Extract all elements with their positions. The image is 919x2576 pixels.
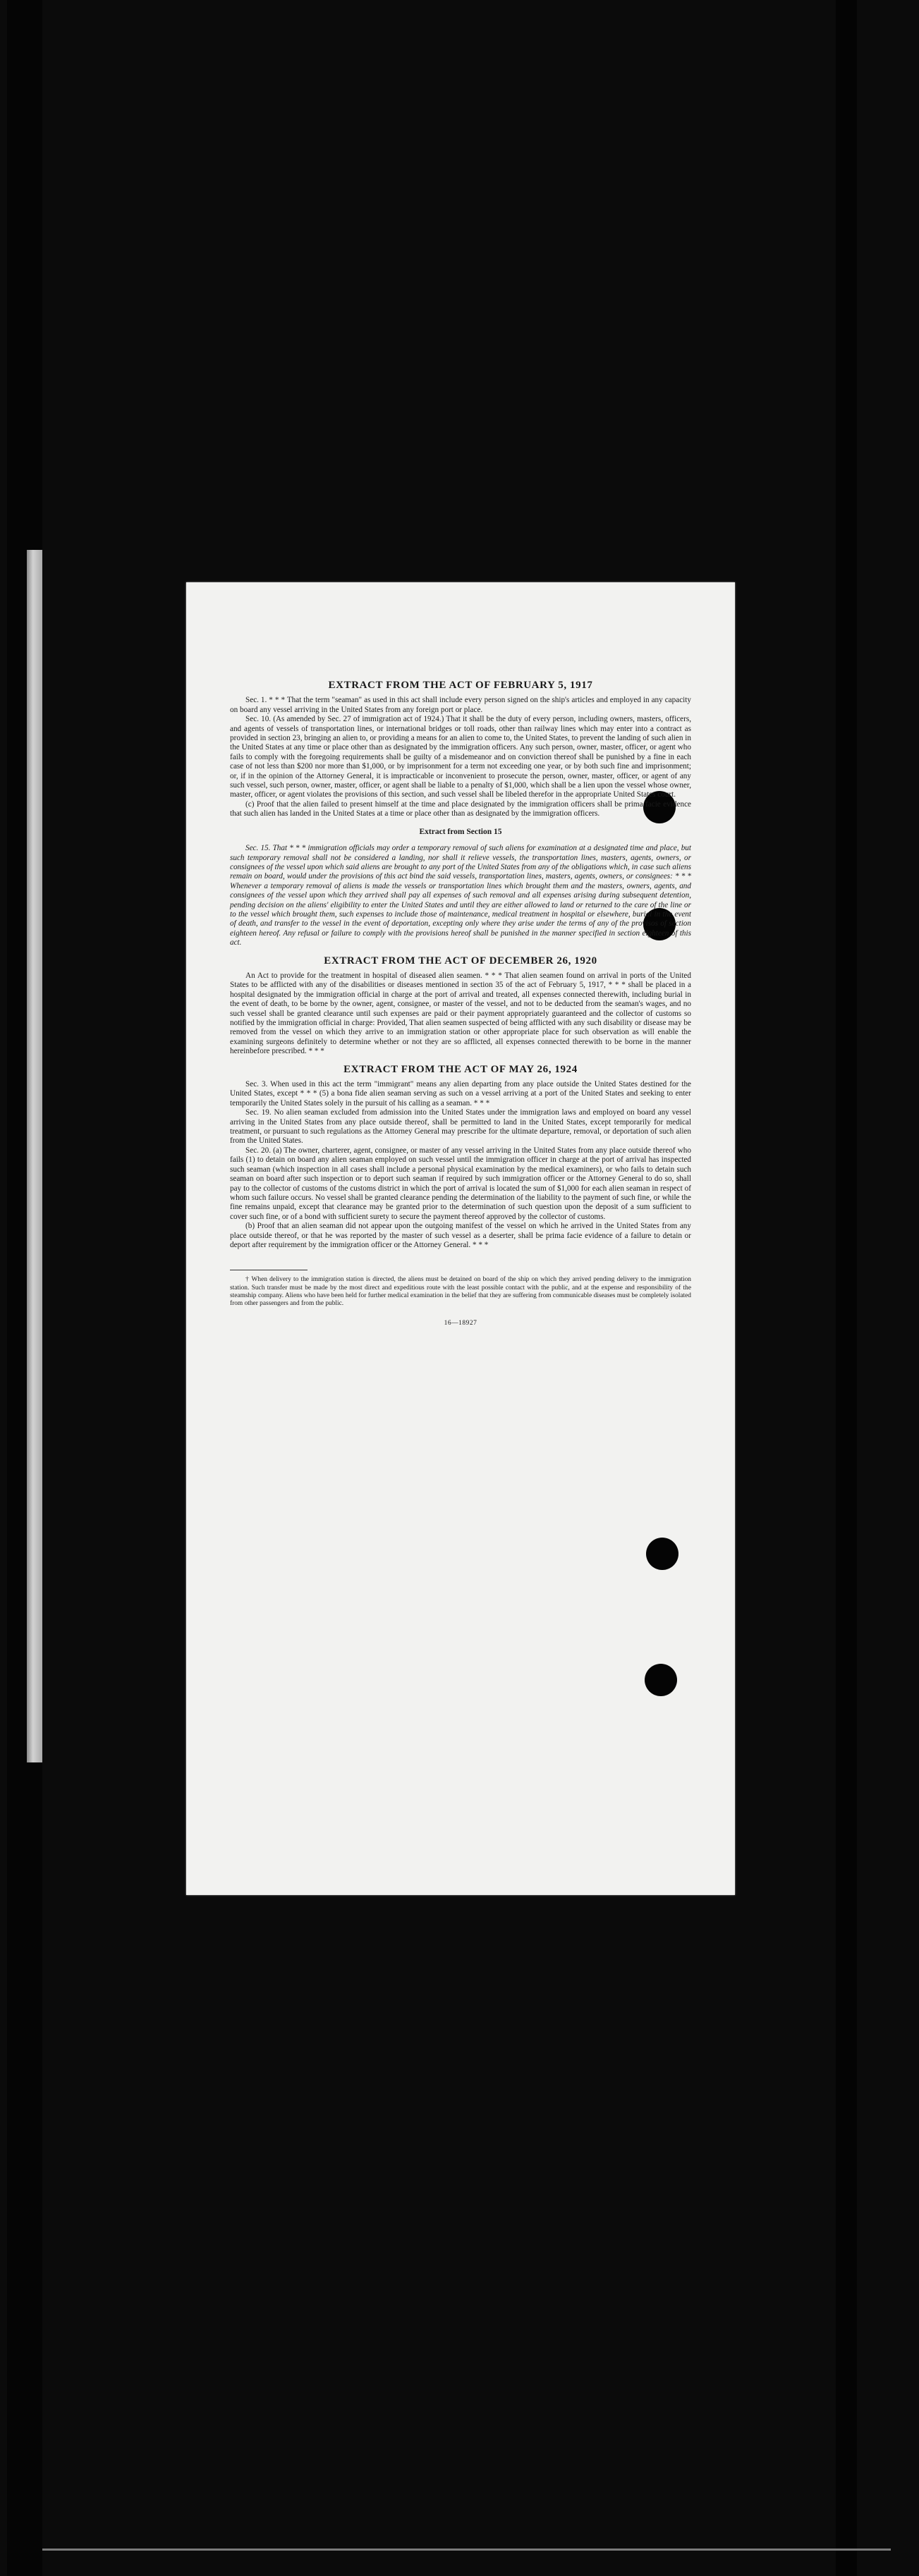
paragraph: Sec. 1. * * * That the term "seaman" as used in this act shall include every person signed on the ship's articles and employed in any capacity on board any vessel arriving in the United States from any foreign port or place. — [230, 696, 691, 714]
document-body — [230, 681, 691, 1329]
page-number: 16—18927 — [444, 1320, 477, 1327]
paragraph: (c) Proof that the alien failed to present himself at the time and place designated by the immigration officers shall be prima facie evidence that such alien has landed in the United States at a time or place other than as designated by the immigration officers. — [230, 799, 691, 818]
subsection-heading: Extract from Section 15 — [419, 827, 502, 836]
section-heading: EXTRACT FROM THE ACT OF MAY 26, 1924 — [343, 1063, 578, 1075]
film-border-right — [836, 0, 857, 2576]
paragraph: Sec. 10. (As amended by Sec. 27 of immigration act of 1924.) That it shall be the duty of every person, including owners, masters, officers, and agents of vessels of transportation lines, or international bridges or toll roads, other than railway lines which may enter into a contract as provided in section 23, bringing an alien to, or providing a means for an alien to come to, the United States, to prevent the landing of such alien in the United States at any time or place other than as designated by the immigration officers. Any such person, owner, master, officer, or agent who fails to comply with the foregoing requirements shall be guilty of a misdemeanor and on conviction thereof shall be punished by a fine in each case of not less than $200 nor more than $1,000, or by imprisonment for a term not exceeding one year, or by both such fine and imprisonment; or, if in the opinion of the Attorney General, it is impracticable or inconvenient to prosecute the person, owner, master, officer, or agent of any such vessel, such person, owner, master, officer, or agent shall be liable to a penalty of $1,000, which shall be a lien upon the vessel whose owner, master, officer, or agent violates the provisions of this section, and such vessel shall be libeled therefor in the appropriate United States court. — [230, 715, 691, 799]
film-bottom-rule — [42, 2549, 891, 2551]
paragraph: Sec. 20. (a) The owner, charterer, agent, consignee, or master of any vessel arriving in the United States from any place outside thereof who fails (1) to detain on board any alien seaman employed on such vessel until the immigration officer in charge at the port of arrival has inspected such seaman (which inspection in all cases shall include a personal physical examination by the medical examiners), or who fails to detain such seaman on board after such inspection or to deport such seaman if required by such immigration officer or the Attorney General to do so, shall pay to the collector of customs of the customs district in which the port of arrival is located the sum of $1,000 for each alien seaman in respect of whom such failure occurs. No vessel shall be granted clearance pending the determination of the liability to the payment of such fine, or while the fine remains unpaid, except that clearance may be granted prior to the determination of such question upon the deposit of a sum sufficient to cover such fine, or of a bond with sufficient surety to secure the payment thereof approved by the collector of customs. — [230, 1146, 691, 1221]
document-page — [186, 582, 735, 1895]
section-heading: EXTRACT FROM THE ACT OF DECEMBER 26, 1920 — [324, 955, 597, 967]
paragraph: Sec. 3. When used in this act the term "immigrant" means any alien departing from any place outside the United States destined for the United States, except * * * (5) a bona fide alien seaman serving as such on a vessel arriving at a port of the United States and seeking to enter temporarily the United States solely in the pursuit of his calling as a seaman. * * * — [230, 1080, 691, 1108]
paragraph: An Act to provide for the treatment in hospital of diseased alien seamen. * * * That alien seamen found on arrival in ports of the United States to be afflicted with any of the disabilities or diseases mentioned in section 35 of the act of February 5, 1917, * * * shall be placed in a hospital designated by the immigration official in charge at the port of arrival and treated, all expenses connected therewith, including burial in the event of death, to be borne by the owner, agent, consignee, or master of the vessel, and not to be deducted from the seaman's wages, and no such vessel shall be granted clearance until such expenses are paid or their payment appropriately guaranteed and the collector of customs so notified by the immigration official in charge: Provided, That alien seamen suspected of being afflicted with any such disability or disease may be removed from the vessel on which they arrive to an immigration station or other appropriate place for such observation as will enable the examining surgeons definitely to determine whether or not they are so afflicted, all expenses connected therewith to be borne in the manner hereinbefore prescribed. * * * — [230, 971, 691, 1056]
paragraph: Sec. 15. That * * * immigration officials may order a temporary removal of such aliens for examination at a designated time and place, but such temporary removal shall not be considered a landing, nor shall it relieve vessels, the transportation lines, masters, agents, owners, or consignees of the vessel upon which said aliens are brought to any port of the United States from any of the obligations which, in case such aliens remain on board, would under the provisions of this act bind the said vessels, transportation lines, masters, agents, owners, or consignees: * * * Whenever a temporary removal of aliens is made the vessels or transportation lines which brought them and the masters, owners, agents, and consignees of the vessel upon which they arrived shall pay all expenses of such removal and all expenses arising during subsequent detention, pending decision on the aliens' eligibility to enter the United States and until they are either allowed to land or returned to the care of the line or to the vessel which brought them, such expenses to include those of maintenance, medical treatment in hospital or elsewhere, burial in the event of death, and transfer to the vessel in the event of deportation, excepting only where they arise under the terms of any of the provisos of section eighteen hereof. Any refusal or failure to comply with the provisions hereof shall be punished in the manner specified in section eighteen of this act. — [230, 844, 691, 947]
section-heading: EXTRACT FROM THE ACT OF FEBRUARY 5, 1917 — [328, 680, 593, 691]
punch-hole — [645, 1664, 677, 1696]
paragraph: (b) Proof that an alien seaman did not appear upon the outgoing manifest of the vessel on which he arrived in the United States from any place outside thereof, or that he was reported by the master of such vessel as a deserter, shall be prima facie evidence of a failure to detain or deport after requirement by the immigration officer or the Attorney General. * * * — [230, 1222, 691, 1249]
footnote: † When delivery to the immigration station is directed, the aliens must be detained on board of the ship on which they arrived pending delivery to the immigration station. Such transfer must be made by the most direct and expeditious route with the least possible contact with the public, and at the expense and responsibility of the steamship company. Aliens who have been held for further medical examination in the belief that they are suffering from communicable diseases must be completely isolated from other passengers and from the public. — [230, 1276, 691, 1307]
punch-hole — [646, 1538, 678, 1570]
film-edge-highlight — [27, 550, 42, 1762]
paragraph: Sec. 19. No alien seaman excluded from admission into the United States under the immigration laws and employed on board any vessel arriving in the United States from any place outside thereof, shall be permitted to land in the United States, except temporarily for medical treatment, or pursuant to such regulations as the Attorney General may prescribe for the ultimate departure, removal, or deportation of such alien from the United States. — [230, 1108, 691, 1146]
